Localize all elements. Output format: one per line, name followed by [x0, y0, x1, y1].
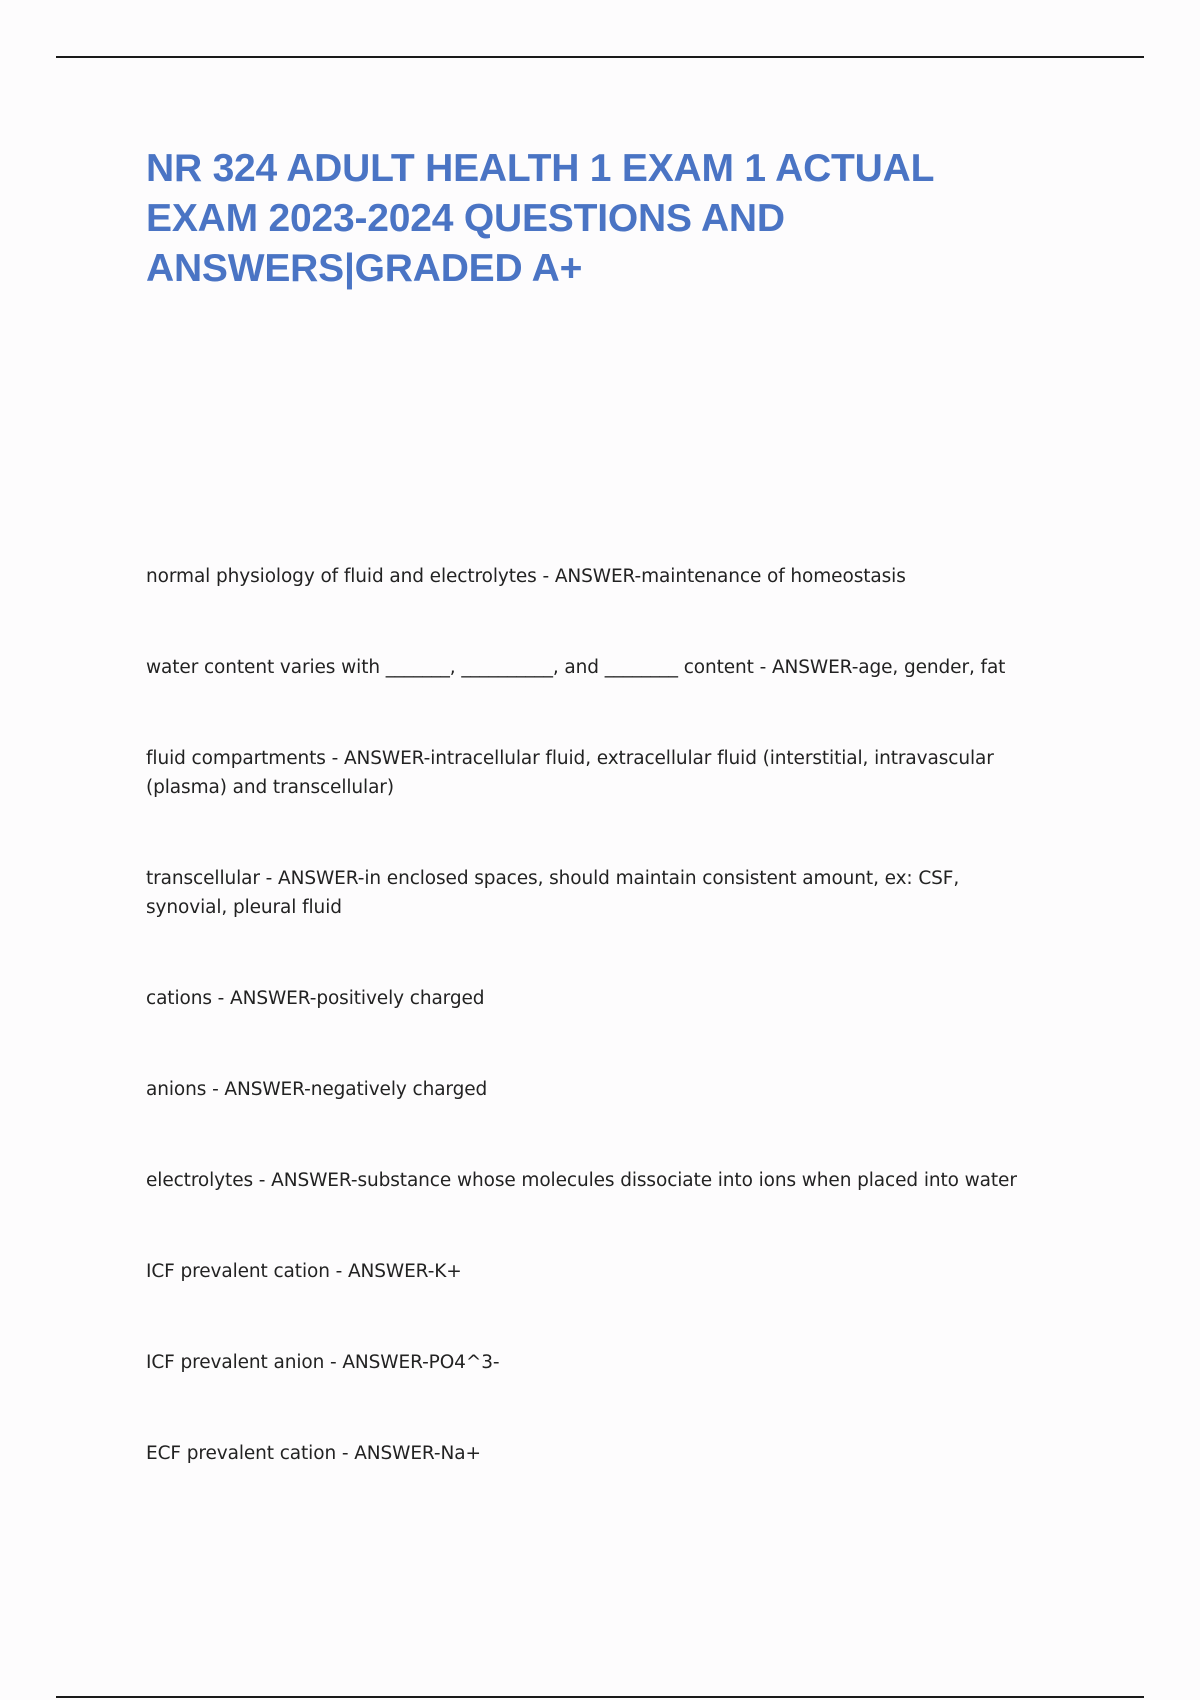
- qa-item: normal physiology of fluid and electrolytes - ANSWER-maintenance of homeostasis: [146, 566, 906, 587]
- qa-item: ICF prevalent cation - ANSWER-K+: [146, 1261, 462, 1282]
- qa-item: fluid compartments - ANSWER-intracellular fluid, extracellular fluid (interstitial, intravascular (plasma) and transcellular): [146, 748, 994, 798]
- qa-item: anions - ANSWER-negatively charged: [146, 1079, 488, 1100]
- bottom-rule: [56, 1696, 1144, 1698]
- qa-item: cations - ANSWER-positively charged: [146, 988, 485, 1009]
- top-rule: [56, 56, 1144, 58]
- document-title: NR 324 ADULT HEALTH 1 EXAM 1 ACTUAL EXAM 2023-2024 QUESTIONS AND ANSWERS|GRADED A+: [146, 147, 934, 290]
- qa-item: water content varies with _______, __________, and ________ content - ANSWER-age, gender, fat: [146, 657, 1006, 678]
- qa-item: transcellular - ANSWER-in enclosed spaces, should maintain consistent amount, ex: CSF, synovial, pleural fluid: [146, 868, 960, 918]
- qa-item: ECF prevalent cation - ANSWER-Na+: [146, 1443, 481, 1464]
- qa-list: [146, 562, 1046, 1530]
- qa-item: ICF prevalent anion - ANSWER-PO4^3-: [146, 1352, 500, 1373]
- qa-item: electrolytes - ANSWER-substance whose molecules dissociate into ions when placed into water: [146, 1170, 1017, 1191]
